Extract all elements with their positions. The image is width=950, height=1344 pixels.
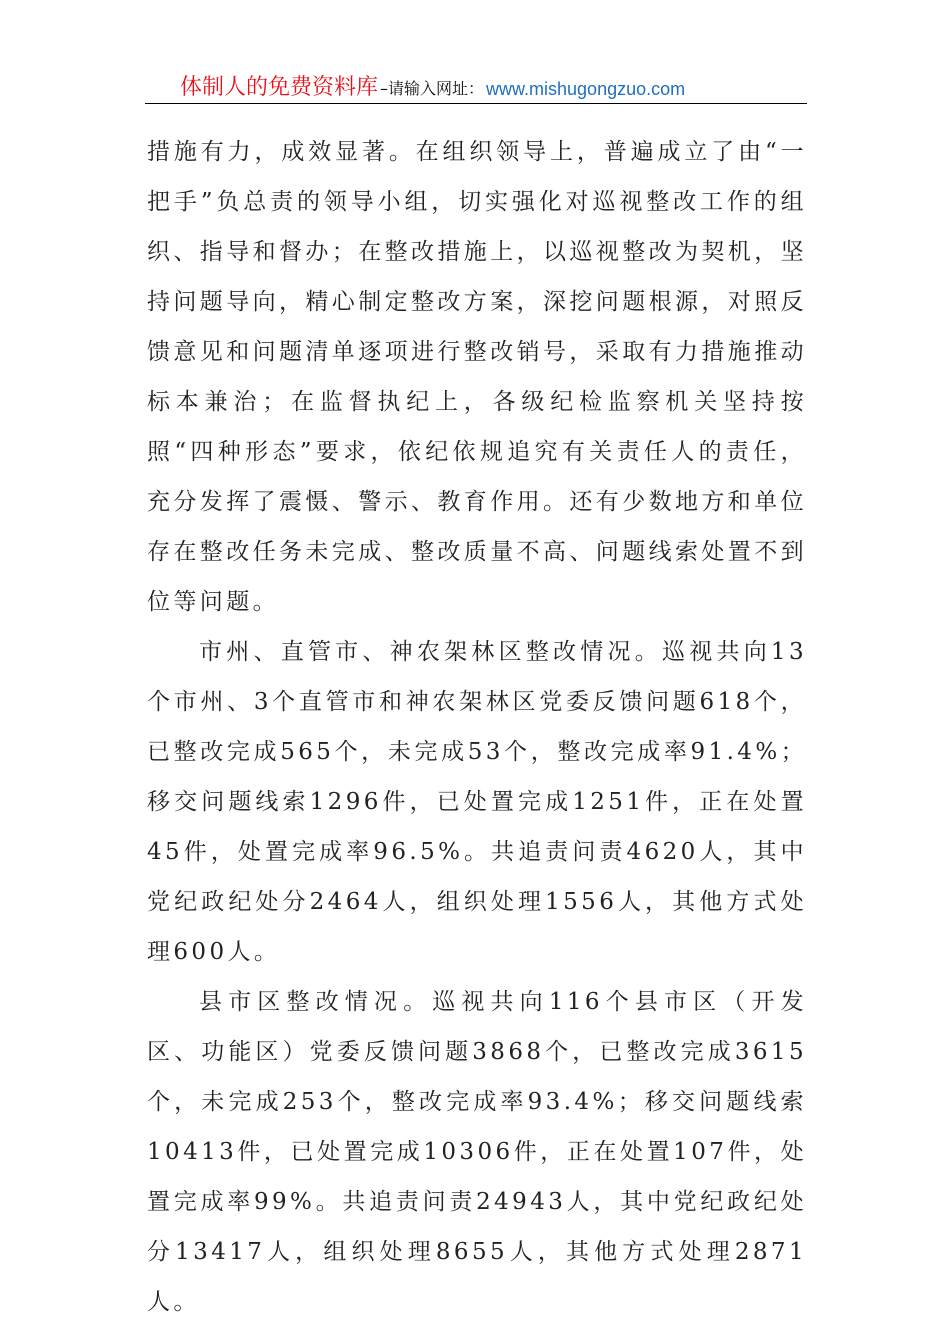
paragraph-city-rectification: 市州、直管市、神农架林区整改情况。巡视共向13个市州、3个直管市和神农架林区党委反馈问题618个，已整改完成565个，未完成53个，整改完成率91.4%；移交问题线索1296件，已处置完成1251件，正在处置45件，处置完成率96.5%。共追责问责4620人，其中党纪政纪处分2464人，组织处理1556人，其他方式处理600人。: [147, 639, 807, 965]
paragraph-intro: 措施有力，成效显著。在组织领导上，普遍成立了由“一把手”负总责的领导小组，切实强化对巡视整改工作的组织、指导和督办；在整改措施上，以巡视整改为契机，坚持问题导向，精心制定整改方案，深挖问题根源，对照反馈意见和问题清单逐项进行整改销号，采取有力措施推动标本兼治；在监督执纪上，各级纪检监察机关坚持按照“四种形态”要求，依纪依规追究有关责任人的责任，充分发挥了震慑、警示、教育作用。还有少数地方和单位存在整改任务未完成、整改质量不高、问题线索处置不到位等问题。: [147, 139, 807, 615]
page-header: [145, 72, 807, 104]
url-prompt: –请输入网址：: [380, 79, 485, 98]
website-link[interactable]: www.mishugongzuo.com: [486, 79, 686, 99]
paragraph-county-rectification: 县市区整改情况。巡视共向116个县市区（开发区、功能区）党委反馈问题3868个，已整改完成3615个，未完成253个，整改完成率93.4%；移交问题线索10413件，已处置完成10306件，正在处置107件，处置完成率99%。共追责问责24943人，其中党纪政纪处分13417人，组织处理8655人，其他方式处理2871人。: [147, 989, 807, 1315]
brand-title: 体制人的免费资料库: [180, 75, 379, 100]
document-body: [147, 127, 807, 1327]
